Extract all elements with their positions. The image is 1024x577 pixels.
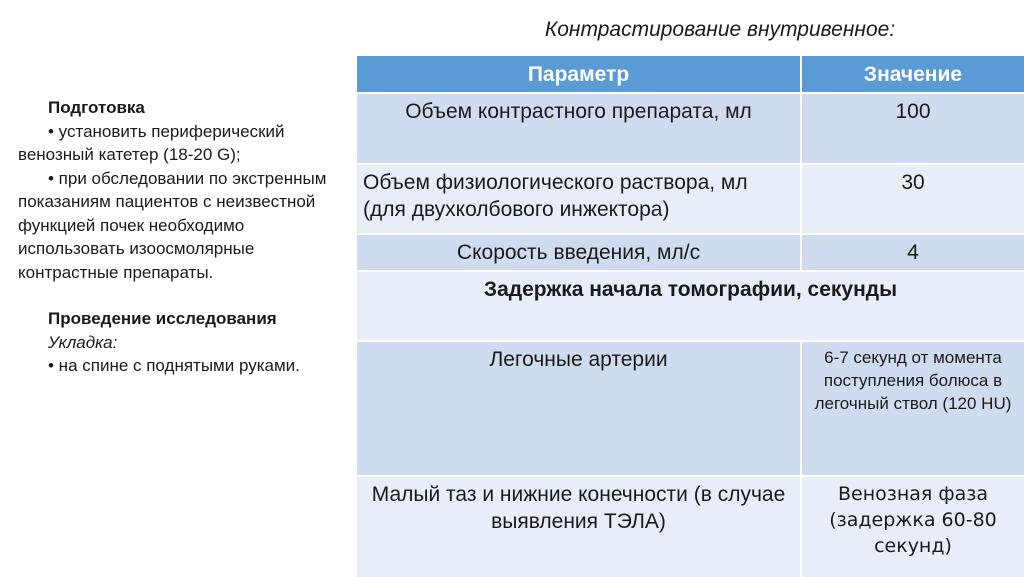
preparation-bullet-contrast: • при обследовании по экстренным показаниям пациентов с неизвестной функцией почек необходимо использовать изоосмолярные контрастные препараты. [18,168,327,282]
procedure-heading: Проведение исследования [48,309,277,328]
value-contrast-volume: 100 [801,93,1024,164]
table-section-row [357,271,1024,341]
value-injection-rate: 4 [801,234,1024,271]
value-pelvis-lower-limbs: Венозная фаза (задержка 60-80 секунд) [801,476,1024,577]
table-row [357,476,1024,577]
value-pulmonary-arteries: 6-7 секунд от момента поступления болюса в легочный ствол (120 HU) [801,341,1024,476]
column-header-value: Значение [801,56,1024,93]
column-header-parameter: Параметр [357,56,801,93]
table-caption: Контрастирование внутривенное: [544,18,896,41]
param-pelvis-lower-limbs: Малый таз и нижние конечности (в случае выявления ТЭЛА) [357,476,801,577]
param-saline-volume: Объем физиологического раствора, мл (для двухколбового инжектора) [357,164,801,234]
param-injection-rate: Скорость введения, мл/с [357,234,801,271]
table-row [357,341,1024,476]
contrast-parameters-table [357,56,1024,577]
preparation-bullet-catheter: • установить периферический венозный катетер (18-20 G); [18,121,285,164]
table-header-row [357,56,1024,93]
value-saline-volume: 30 [801,164,1024,234]
table-row [357,93,1024,164]
table-row [357,164,1024,234]
param-pulmonary-arteries: Легочные артерии [357,341,801,476]
param-contrast-volume: Объем контрастного препарата, мл [357,93,801,164]
table-row [357,234,1024,271]
left-text-panel [18,96,354,378]
positioning-label: Укладка: [48,332,118,352]
positioning-bullet: • на спине с поднятыми руками. [48,356,300,375]
preparation-heading: Подготовка [48,98,145,117]
spacer [18,284,354,307]
section-title-scan-delay: Задержка начала томографии, секунды [357,271,1024,341]
